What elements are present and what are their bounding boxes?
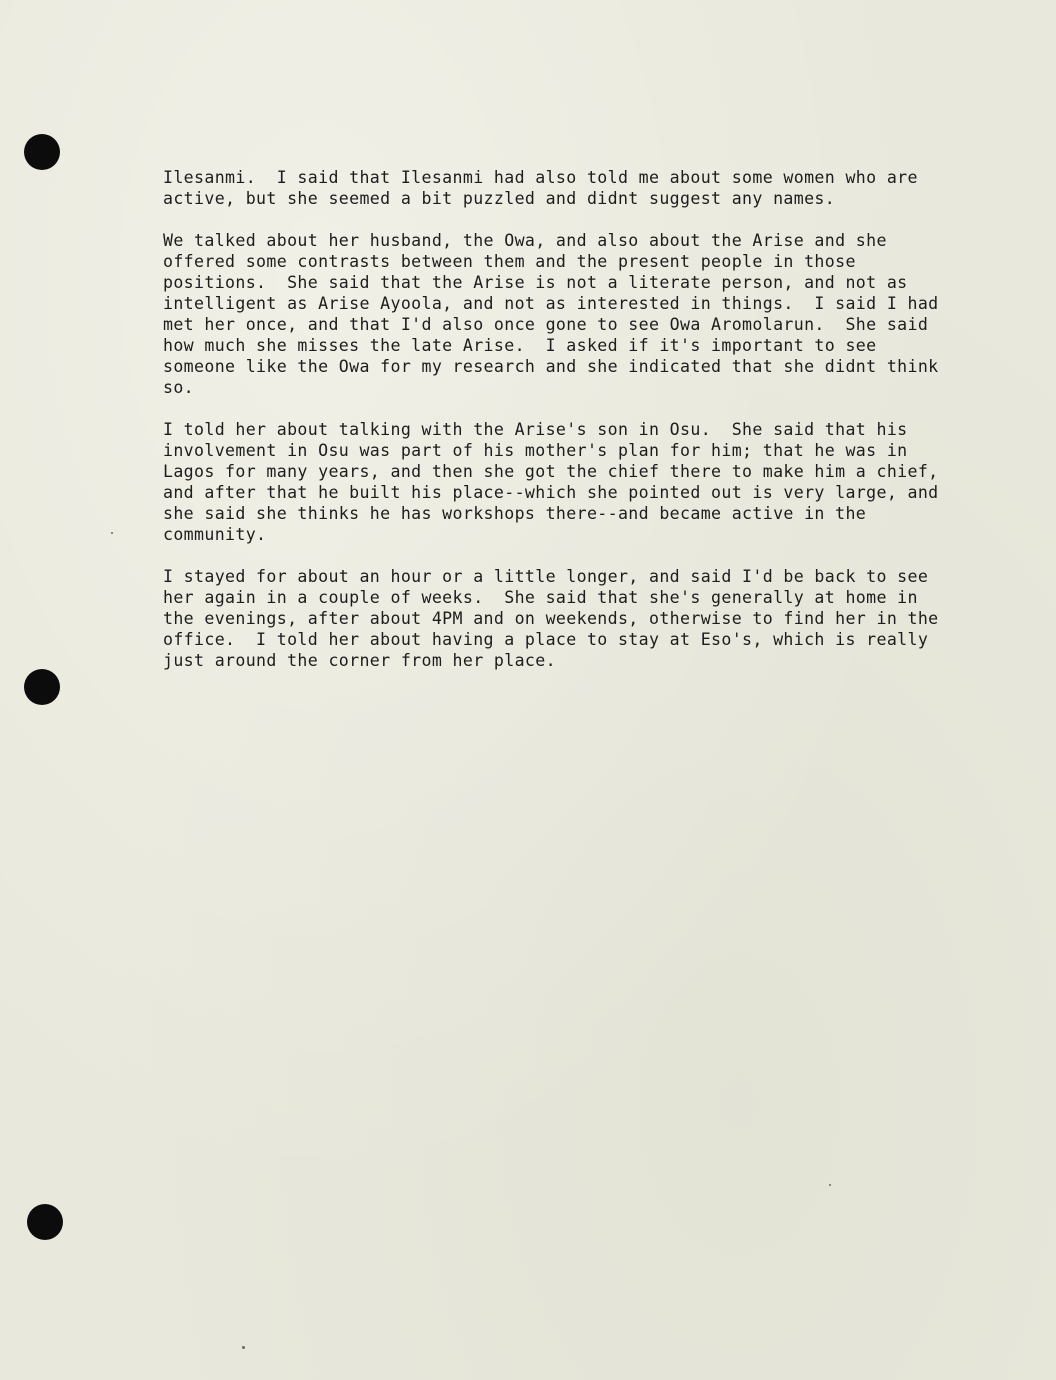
text-line: involvement in Osu was part of his mother's plan for him; that he was in — [163, 441, 908, 460]
text-line: office. I told her about having a place to stay at Eso's, which is really — [163, 630, 929, 649]
typed-body-text — [163, 167, 963, 692]
text-line: active, but she seemed a bit puzzled and didnt suggest any names. — [163, 189, 836, 208]
text-line: I stayed for about an hour or a little longer, and said I'd be back to see — [163, 567, 929, 586]
text-line: intelligent as Arise Ayoola, and not as interested in things. I said I had — [163, 294, 939, 313]
text-line: I told her about talking with the Arise's son in Osu. She said that his — [163, 420, 908, 439]
paragraph — [163, 566, 963, 671]
paper-speck — [829, 1184, 831, 1186]
text-line: the evenings, after about 4PM and on weekends, otherwise to find her in the — [163, 609, 939, 628]
text-line: met her once, and that I'd also once gone to see Owa Aromolarun. She said — [163, 315, 929, 334]
paragraph — [163, 167, 963, 209]
text-line: positions. She said that the Arise is not a literate person, and not as — [163, 273, 908, 292]
paper-speck — [242, 1346, 245, 1349]
text-line: offered some contrasts between them and the present people in those — [163, 252, 856, 271]
text-line: Ilesanmi. I said that Ilesanmi had also told me about some women who are — [163, 168, 918, 187]
text-line: Lagos for many years, and then she got the chief there to make him a chief, — [163, 462, 939, 481]
punch-hole — [24, 669, 60, 705]
text-line: We talked about her husband, the Owa, and also about the Arise and she — [163, 231, 887, 250]
punch-hole — [24, 134, 60, 170]
paragraph — [163, 419, 963, 545]
text-line: so. — [163, 378, 195, 397]
text-line: and after that he built his place--which she pointed out is very large, and — [163, 483, 939, 502]
paragraph — [163, 230, 963, 398]
text-line: her again in a couple of weeks. She said that she's generally at home in — [163, 588, 918, 607]
paper-speck — [111, 532, 113, 534]
text-line: someone like the Owa for my research and she indicated that she didnt think — [163, 357, 939, 376]
text-line: how much she misses the late Arise. I asked if it's important to see — [163, 336, 877, 355]
text-line: just around the corner from her place. — [163, 651, 556, 670]
text-line: community. — [163, 525, 267, 544]
text-line: she said she thinks he has workshops there--and became active in the — [163, 504, 867, 523]
punch-hole — [27, 1204, 63, 1240]
